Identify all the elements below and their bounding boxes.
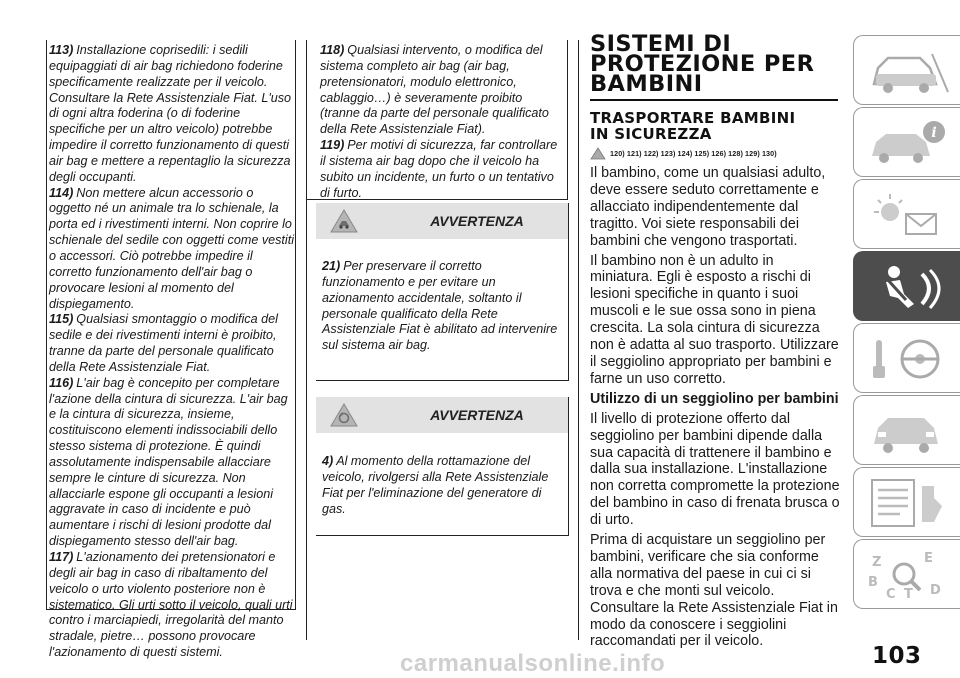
index-letter: D bbox=[930, 583, 941, 598]
maintenance-list-icon bbox=[864, 476, 952, 530]
svg-text:i: i bbox=[931, 125, 937, 141]
warning-references bbox=[590, 147, 840, 161]
note-number: 118) bbox=[320, 43, 345, 57]
paragraph: Prima di acquistare un seggiolino per bambini, verificare che sia conforme alla normativa del paese in cui ci si trova e che monti sul veicolo. Consultare la Rete Assistenziale Fiat in modo da conoscere i seggiolini raccomandati per il veicolo. bbox=[590, 532, 838, 650]
heading-line: PROTEZIONE PER bbox=[590, 51, 815, 77]
note-number: 115) bbox=[49, 312, 74, 327]
note-number: 116) bbox=[49, 375, 74, 390]
note-number: 113) bbox=[49, 43, 74, 57]
subsection-title: Utilizzo di un seggiolino per bambini bbox=[590, 390, 839, 407]
index-letter: E bbox=[924, 551, 933, 566]
safety-notes-column-2 bbox=[306, 40, 568, 640]
tab-starting-driving[interactable] bbox=[853, 323, 960, 393]
note-item bbox=[49, 550, 295, 661]
note-text: L'air bag è concepito per completare l'azione della cintura di sicurezza. L'air bag e la cintura di sicurezza, insieme, costituiscono elementi indissociabili dello stesso sistema di protezione. È quindi assolutamente indispensabile allacciare sempre le cinture di sicurezza. Non allacciarle espone gli occupanti a lesioni aggravate in caso di incidente e può aumentare i rischi di lesioni prodotte dal dispiegamento stesso dell'air bag. bbox=[49, 375, 288, 549]
index-search-icon bbox=[864, 548, 952, 602]
subsection-heading bbox=[590, 110, 840, 142]
warning-header bbox=[316, 203, 568, 239]
note-text: Non mettere alcun accessorio o oggetto né un animale tra lo schienale, la porta ed i rivestimenti interni. Non coprire lo schienale del sedile con oggetti come vestiti o accessori. Ciò potrebbe impedire il corretto funzionamento dell'air bag o provocare lesioni al momento del dispiegamento. bbox=[49, 185, 295, 311]
warning-text bbox=[322, 454, 566, 517]
column-divider bbox=[578, 40, 579, 640]
tab-warning-lights[interactable] bbox=[853, 179, 960, 249]
index-letter: T bbox=[904, 587, 913, 602]
warning-triangle-icon bbox=[590, 147, 606, 160]
note-item bbox=[320, 43, 560, 138]
emergency-car-icon bbox=[864, 404, 952, 458]
note-item bbox=[49, 376, 295, 550]
warning-body: Per preservare il corretto funzionamento e per evitare un azionamento accidentale, soltanto il personale qualificato della Rete Assistenziale Fiat è abilitato ad intervenire sul sistema air bag. bbox=[322, 259, 558, 353]
index-letter: Z bbox=[872, 555, 882, 570]
heading-rule bbox=[590, 99, 838, 101]
tab-safety[interactable] bbox=[853, 251, 960, 321]
note-text: L'azionamento dei pretensionatori e degli air bag in caso di ribaltamento del veicolo o urto violento posteriore non è sistematico. Gli urti sotto il veicolo, quali urti contro i marciapiedi, irregolarità del manto stradale, pietre… possono provocare l'azionamento di questi sistemi. bbox=[49, 550, 293, 660]
warning-number: 4) bbox=[322, 454, 334, 468]
warning-body: Al momento della rottamazione del veicolo, rivolgersi alla Rete Assistenziale Fiat per l'eliminazione del generatore di gas. bbox=[322, 454, 549, 516]
note-text: Qualsiasi intervento, o modifica del sistema completo air bag (air bag, pretensionatori, modulo elettronico, cablaggio…) è severamente proibito (tranne da parte del personale qualificato della Rete Assistenziale Fiat). bbox=[320, 43, 549, 137]
warning-title: AVVERTENZA bbox=[430, 407, 524, 423]
recycling-warning-icon bbox=[330, 402, 358, 428]
paragraph: Il bambino, come un qualsiasi adulto, deve essere seduto correttamente e allacciato indipendentemente dal tragitto. Voi siete responsabili dei bambini che vengono trasportati. bbox=[590, 165, 826, 249]
note-item bbox=[320, 138, 560, 201]
warning-box-airbag-service bbox=[316, 203, 569, 381]
heading-line: SISTEMI DI bbox=[590, 31, 732, 57]
reference-numbers: 120) 121) 122) 123) 124) 125) 126) 128) 129) 130) bbox=[610, 149, 777, 158]
page-number: 103 bbox=[872, 643, 922, 669]
note-number: 114) bbox=[49, 185, 74, 200]
tab-emergency[interactable] bbox=[853, 395, 960, 465]
safety-airbag-icon bbox=[864, 260, 952, 314]
note-text: Installazione coprisedili: i sedili equipaggiati di air bag richiedono foderine specificamente realizzate per il veicolo. Consultare la Rete Assistenziale Fiat. L'uso di ogni altra foderina (o di foderine specifiche per un altro veicolo) potrebbe impedire il corretto funzionamento di questi air bag e mettere a repentaglio la sicurezza degli occupanti. bbox=[49, 43, 292, 184]
heading-line: TRASPORTARE BAMBINI bbox=[590, 109, 796, 127]
note-text: Qualsiasi smontaggio o modifica del sedile e dei rivestimenti interni è proibito, tranne da parte del personale qualificato della Rete Assistenziale Fiat. bbox=[49, 312, 278, 374]
warning-box-scrapping bbox=[316, 397, 569, 536]
tab-car-info[interactable] bbox=[853, 107, 960, 177]
safety-notes-column-1 bbox=[46, 40, 296, 660]
tab-index[interactable] bbox=[853, 539, 960, 609]
index-letter: B bbox=[868, 575, 878, 590]
tab-car-overview[interactable] bbox=[853, 35, 960, 105]
paragraph: Il bambino non è un adulto in miniatura. Egli è esposto a rischi di lesioni specifiche in quanto i suoi muscoli e le sue ossa sono in piena crescita. La sola cintura di sicurezza non è adatta al suo trasporto. Utilizzare il seggiolino appropriato per bambini e farne un uso corretto. bbox=[590, 252, 839, 387]
note-item bbox=[49, 312, 295, 375]
notes-list bbox=[49, 43, 295, 661]
watermark: carmanualsonline.info bbox=[400, 650, 666, 677]
warning-text bbox=[322, 259, 562, 354]
note-item bbox=[49, 186, 295, 313]
warning-number: 21) bbox=[322, 259, 341, 273]
starting-driving-icon bbox=[864, 332, 952, 386]
car-info-icon bbox=[864, 116, 952, 170]
note-item bbox=[49, 43, 295, 186]
note-number: 119) bbox=[320, 138, 345, 153]
note-text: Per motivi di sicurezza, far controllare il sistema air bag dopo che il veicolo ha subito un incidente, un furto o un tentativo di furto. bbox=[320, 138, 558, 200]
warning-header bbox=[316, 397, 568, 433]
note-number: 117) bbox=[49, 550, 74, 564]
index-letter: C bbox=[886, 587, 896, 602]
section-heading bbox=[590, 31, 840, 97]
warning-lights-icon bbox=[864, 188, 952, 242]
warning-title: AVVERTENZA bbox=[430, 213, 524, 229]
heading-line: IN SICUREZZA bbox=[590, 125, 712, 143]
warning-triangle-icon bbox=[330, 208, 358, 234]
car-overview-icon bbox=[864, 44, 952, 98]
heading-line: BAMBINI bbox=[590, 71, 703, 97]
paragraph: Il livello di protezione offerto dal seggiolino per bambini dipende dalla sua capacità di trattenere il bambino e dalla sua installazione. L'installazione non corretta compromette la protezione del bambino in caso di frenata brusca o di urto. bbox=[590, 410, 840, 529]
tab-maintenance[interactable] bbox=[853, 467, 960, 537]
notes-list bbox=[320, 43, 560, 201]
